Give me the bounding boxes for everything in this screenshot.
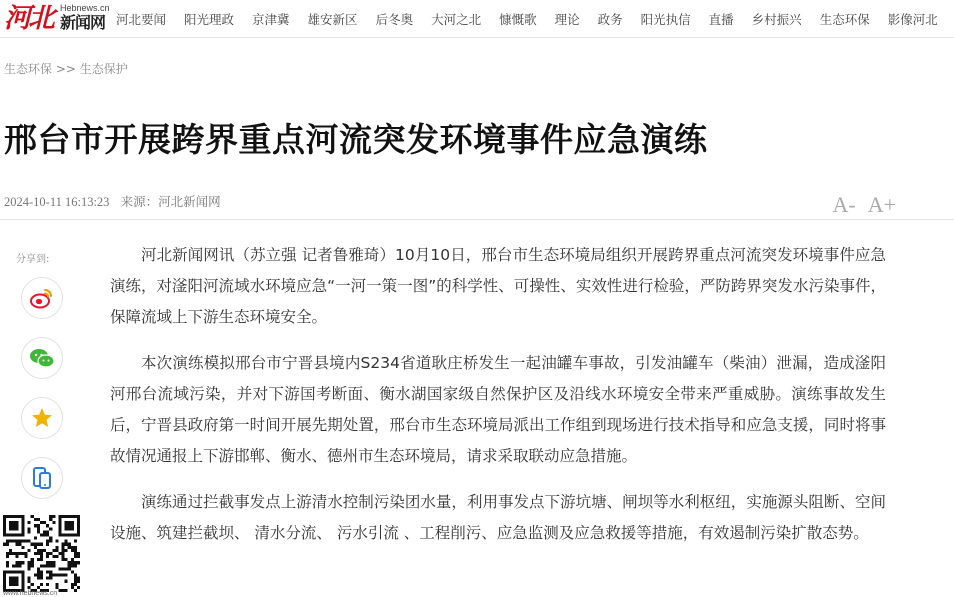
- share-mobile-button[interactable]: [21, 457, 63, 499]
- nav-item-jingjinji[interactable]: 京津冀: [252, 12, 290, 27]
- nav-item-kangkai-ge[interactable]: 慷慨歌: [499, 12, 537, 27]
- article-body: [110, 240, 886, 564]
- logo-name: 新闻网: [60, 13, 106, 32]
- nav-item-sunshine-credit[interactable]: 阳光执信: [640, 12, 691, 27]
- share-wechat-button[interactable]: [21, 337, 63, 379]
- font-decrease-button[interactable]: A-: [832, 192, 856, 217]
- publish-datetime: 2024-10-11 16:13:23: [4, 195, 110, 209]
- article-paragraph: 本次演练模拟邢台市宁晋县境内S234省道耿庄桥发生一起油罐车事故，引发油罐车（柴油）泄漏，造成滏阳河邢台流域污染，并对下游国考断面、衡水湖国家级自然保护区及沿线水环境安全带来严重威胁。演练事故发生后，宁晋县政府第一时间开展先期处置，邢台市生态环境局派出工作组到现场进行技术指导和应急支援，同时将事故情况通报上下游邯郸、衡水、德州市生态环境局，请求采取联动应急措施。: [110, 354, 886, 465]
- article-paragraph: 演练通过拦截事发点上游清水控制污染团水量，利用事发点下游坑塘、闸坝等水利枢纽，实施源头阻断、空间设施、筑建拦截坝、 清水分流、 污水引流 、工程削污、应急监测及应急救援等措施，有效遏制污染扩散态势。: [110, 493, 886, 542]
- qr-domain-label: www.hebnews.cn: [3, 590, 58, 597]
- favorite-star-icon: [31, 407, 53, 429]
- nav-item-live[interactable]: 直播: [708, 12, 734, 27]
- logo-mark: 河北: [4, 3, 52, 34]
- font-size-controls: [832, 192, 896, 218]
- nav-item-sunshine-governance[interactable]: 阳光理政: [184, 12, 235, 27]
- header-divider: [0, 219, 954, 220]
- share-favorite-button[interactable]: [21, 397, 63, 439]
- article-meta: [4, 192, 229, 210]
- page-title: 邢台市开展跨界重点河流突发环境事件应急演练: [4, 120, 708, 159]
- source-label: 来源：: [120, 195, 159, 209]
- nav-item-hebei-news[interactable]: 河北要闻: [116, 12, 167, 27]
- site-logo[interactable]: [4, 2, 108, 36]
- mobile-phone-icon: [31, 466, 53, 490]
- nav-item-ecology[interactable]: 生态环保: [819, 12, 870, 27]
- source-name: 河北新闻网: [158, 195, 221, 209]
- qr-code-image: [3, 515, 80, 592]
- nav-item-post-olympics[interactable]: 后冬奥: [375, 12, 414, 27]
- logo-domain: Hebnews.cn: [60, 3, 110, 13]
- top-nav-bar: [0, 0, 954, 38]
- share-label: 分享到:: [16, 254, 50, 265]
- nav-item-government[interactable]: 政务: [597, 12, 623, 27]
- share-weibo-button[interactable]: [21, 277, 63, 319]
- nav-item-xiongan[interactable]: 雄安新区: [307, 12, 358, 27]
- wechat-icon: [29, 347, 55, 369]
- main-nav: [116, 0, 954, 38]
- font-increase-button[interactable]: A+: [867, 192, 896, 217]
- article-paragraph: 河北新闻网讯（苏立强 记者鲁雅琦）10月10日，邢台市生态环境局组织开展跨界重点河流突发环境事件应急演练，对滏阳河流域水环境应急“一河一策一图”的科学性、可操性、实效性进行检验，严防跨界突发水污染事件，保障流域上下游生态环境安全。: [110, 246, 886, 326]
- nav-item-theory[interactable]: 理论: [554, 12, 580, 27]
- breadcrumb[interactable]: 生态环保 >> 生态保护: [4, 62, 128, 76]
- nav-item-dahe-zhibei[interactable]: 大河之北: [431, 12, 482, 27]
- weibo-icon: [30, 287, 54, 309]
- nav-item-rural-revitalization[interactable]: 乡村振兴: [751, 12, 802, 27]
- nav-item-images[interactable]: 影像河北: [887, 12, 938, 27]
